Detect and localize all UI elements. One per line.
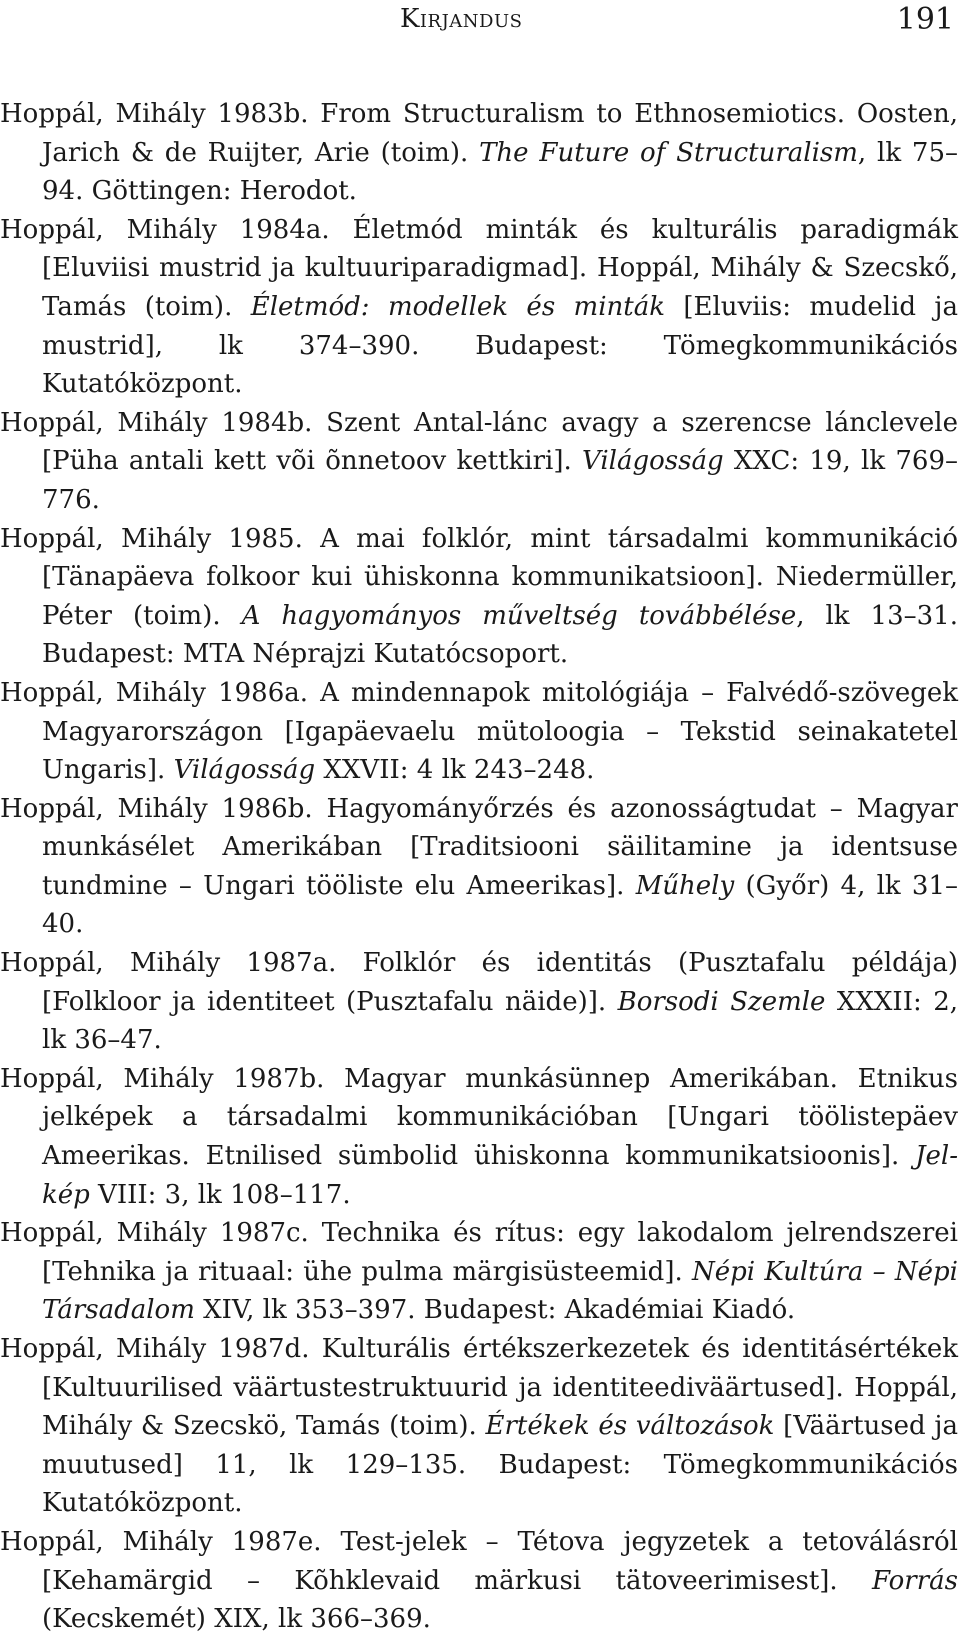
bibliography-entry <box>0 1060 958 1214</box>
bibliography-entry <box>0 944 958 1060</box>
entry-text: [Väärtused ja muutused] 11, lk 129–135. Budapest: Tömegkommunikációs Kutatóközpont. <box>42 1411 958 1519</box>
entry-text: Hoppál, Mihály 1986b. Hagyományőrzés és azonosságtudat – Magyar munkásélet Amerikában [Traditsiooni säilitamine ja identsuse tundmine – Ungari tööliste elu Ameerikas]. <box>0 793 958 901</box>
entry-text: Hoppál, Mihály 1987e. Test-jelek – Tétova jegyzetek a tetoválásról [Kehamärgid – Kõhklevaid märkusi tätoveerimisest]. <box>0 1526 958 1596</box>
bibliography-entry <box>0 211 958 404</box>
entry-text: Hoppál, Mihály 1983b. From Structuralism to Ethnosemiotics. Oosten, Jarich & de Ruijter, Arie (toim). <box>0 99 958 168</box>
entry-title-italic: Műhely <box>635 870 735 901</box>
bibliography-entry <box>0 674 958 790</box>
entry-title-italic: Világosság <box>173 755 316 786</box>
entry-title-italic: Jel-kép <box>42 1141 958 1210</box>
entry-title-italic: Értékek és változások <box>485 1411 775 1442</box>
entry-text: Hoppál, Mihály 1987d. Kulturális értékszerkezetek és identitásértékek [Kultuurilised väärtustestruktuurid ja identiteediväärtused]. Hoppál, Mihály & Szecskö, Tamás (toim). <box>0 1334 958 1442</box>
entry-text: (Győr) 4, lk 31–40. <box>42 870 958 940</box>
entry-text: Hoppál, Mihály 1987c. Technika és rítus: egy lakodalom jelrendszerei [Tehnika ja rituaal: ühe pulma märgisüsteemid]. <box>0 1218 958 1287</box>
entry-text: (Kecskemét) XIX, lk 366–369. <box>42 1604 431 1635</box>
entry-text: Hoppál, Mihály 1987a. Folklór és identitás (Pusztafalu példája) [Folkloor ja identiteet (Pusztafalu näide)]. <box>0 948 958 1017</box>
entry-title-italic: Világosság <box>582 446 724 477</box>
entry-text: Hoppál, Mihály 1984b. Szent Antal-lánc avagy a szerencse lánclevele [Püha antali kett või õnnetoov kettkiri]. <box>0 407 958 477</box>
bibliography-entry <box>0 404 958 520</box>
page-header <box>0 0 960 48</box>
entry-text: XXC: 19, lk 769–776. <box>42 446 958 515</box>
entry-text: [Eluviis: mudelid ja mustrid], lk 374–390. Budapest: Tömegkommunikációs Kutatóközpont. <box>42 291 958 400</box>
entry-text: , lk 13–31. Budapest: MTA Néprajzi Kutatócsoport. <box>42 600 958 670</box>
entry-text: Hoppál, Mihály 1984a. Életmód minták és kulturális paradigmák [Eluviisi mustrid ja kultuuriparadigmad]. Hoppál, Mihály & Szecskő, Tamás (toim). <box>0 214 958 322</box>
bibliography-entry <box>0 790 958 944</box>
bibliography-list <box>0 95 958 1639</box>
entry-title-italic: Életmód: modellek és minták <box>250 291 665 322</box>
entry-text: Hoppál, Mihály 1985. A mai folklór, mint társadalmi kommunikáció [Tänapäeva folkoor kui ühiskonna kommunikatsioon]. Niedermüller, Péter (toim). <box>0 523 958 631</box>
entry-text: VIII: 3, lk 108–117. <box>89 1179 351 1210</box>
bibliography-entry <box>0 520 958 674</box>
entry-text: Hoppál, Mihály 1986a. A mindennapok mitológiája – Falvédő-szövegek Magyarországon [Igapäevaelu mütoloogia – Tekstid seinakatetel Ungaris]. <box>0 677 958 786</box>
entry-title-italic: Forrás <box>872 1565 958 1596</box>
entry-text: , lk 75–94. Göttingen: Herodot. <box>42 137 959 207</box>
entry-title-italic: Borsodi Szemle <box>617 986 826 1017</box>
entry-title-italic: Népi Kultúra – Népi Társadalom <box>42 1256 958 1326</box>
page-number: 191 <box>896 2 954 37</box>
entry-title-italic: The Future of Structuralism <box>479 137 858 168</box>
bibliography-entry <box>0 95 958 211</box>
bibliography-entry <box>0 1523 958 1639</box>
running-head: Kirjandus <box>400 4 523 34</box>
entry-text: XIV, lk 353–397. Budapest: Akadémiai Kiadó. <box>194 1295 796 1326</box>
entry-title-italic: A hagyományos műveltség továbbélése <box>241 600 797 631</box>
entry-text: XXVII: 4 lk 243–248. <box>315 755 595 786</box>
entry-text: Hoppál, Mihály 1987b. Magyar munkásünnep Amerikában. Etnikus jelképek a társadalmi kommunikációban [Ungari töölistepäev Ameerikas. Etnilised sümbolid ühiskonna kommunikatsioonis]. <box>0 1063 958 1172</box>
bibliography-entry <box>0 1214 958 1330</box>
entry-text: XXXII: 2, lk 36–47. <box>42 986 958 1056</box>
bibliography-entry <box>0 1330 958 1523</box>
